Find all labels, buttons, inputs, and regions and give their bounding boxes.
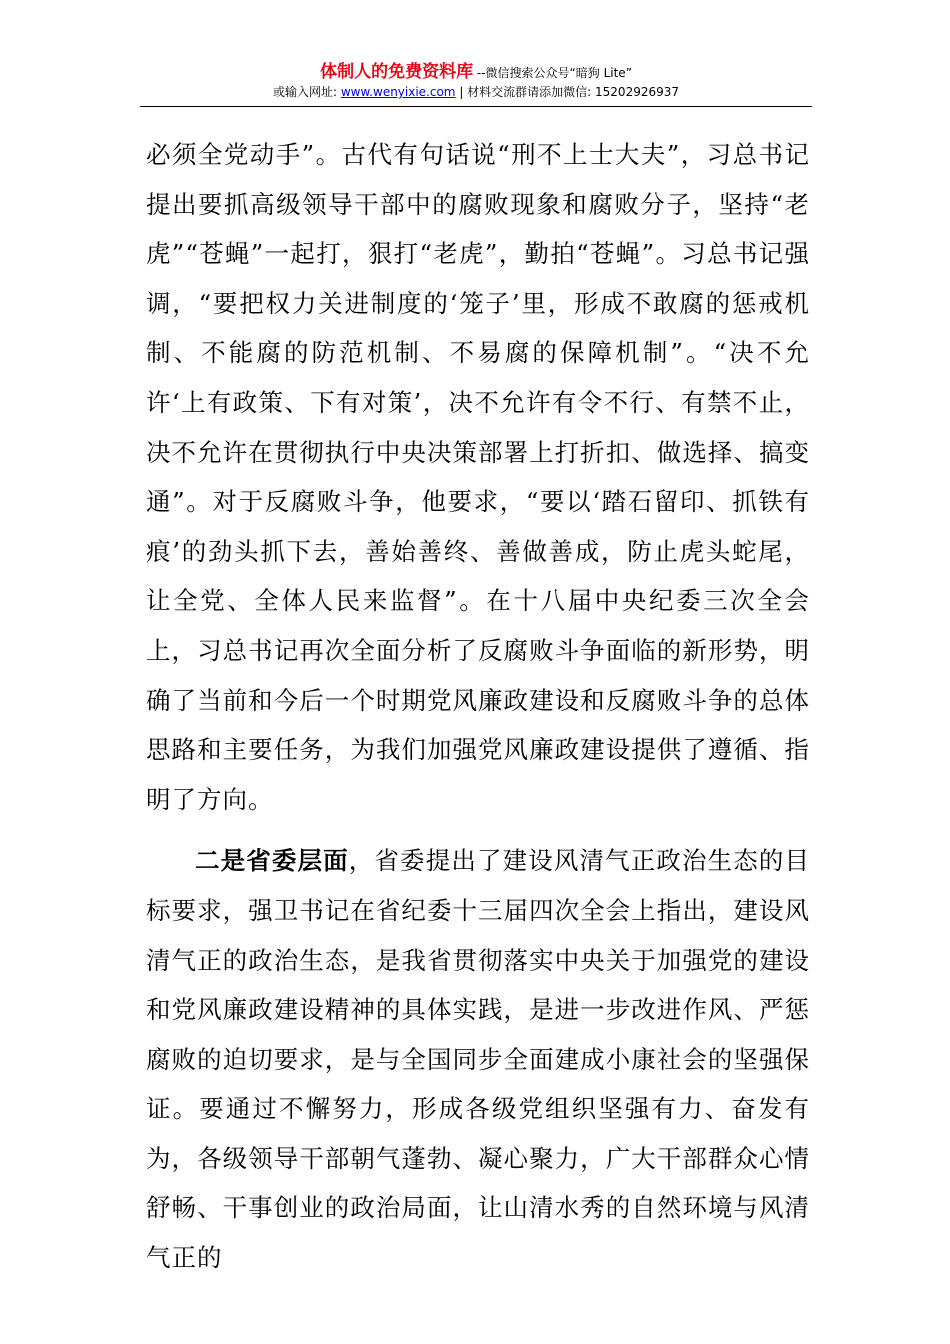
header-contact-line bbox=[140, 83, 812, 101]
page-header bbox=[140, 62, 812, 101]
header-divider bbox=[140, 106, 812, 107]
paragraph-1: 必须全党动手”。古代有句话说“刑不上士大夫”，习总书记提出要抓高级领导干部中的腐败现象和腐败分子，坚持“老虎”“苍蝇”一起打，狠打“老虎”，勤拍“苍蝇”。习总书记强调，“要把权力关进制度的‘笼子’里，形成不敢腐的惩戒机制、不能腐的防范机制、不易腐的保障机制”。“决不允许‘上有政策、下有对策’，决不允许有令不行、有禁不止，决不允许在贯彻执行中央决策部署上打折扣、做选择、搞变通”。对于反腐败斗争，他要求，“要以‘踏石留印、抓铁有痕’的劲头抓下去，善始善终、善做善成，防止虎头蛇尾，让全党、全体人民来监督”。在十八届中央纪委三次全会上，习总书记再次全面分析了反腐败斗争面临的新形势，明确了当前和今后一个时期党风廉政建设和反腐败斗争的总体思路和主要任务，为我们加强党风廉政建设提供了遵循、指明了方向。 bbox=[146, 140, 810, 814]
website-link[interactable]: www.wenyixie.com bbox=[340, 85, 456, 99]
paragraph-2 bbox=[146, 836, 810, 1282]
header-tagline: --微信搜索公众号“暗狗 Lite” bbox=[473, 66, 632, 80]
paragraph-2-text: ，省委提出了建设风清气正政治生态的目标要求，强卫书记在省纪委十三届四次全会上指出，建设风清气正的政治生态，是我省贯彻落实中央关于加强党的建设和党风廉政建设精神的具体实践，是进一步改进作风、严惩腐败的迫切要求，是与全国同步全面建成小康社会的坚强保证。要通过不懈努力，形成各级党组织坚强有力、奋发有为，各级领导干部朝气蓬勃、凝心聚力，广大干部群众心情舒畅、干事创业的政治局面，让山清水秀的自然环境与风清气正的 bbox=[146, 846, 811, 1273]
document-body bbox=[146, 130, 810, 1283]
header-title-line bbox=[140, 62, 812, 83]
contact-info: | 材料交流群请添加微信: 15202926937 bbox=[455, 85, 680, 99]
url-prefix: 或输入网址: bbox=[272, 85, 341, 99]
site-name: 体制人的免费资料库 bbox=[320, 62, 474, 82]
paragraph-2-lead: 二是省委层面 bbox=[195, 846, 349, 876]
